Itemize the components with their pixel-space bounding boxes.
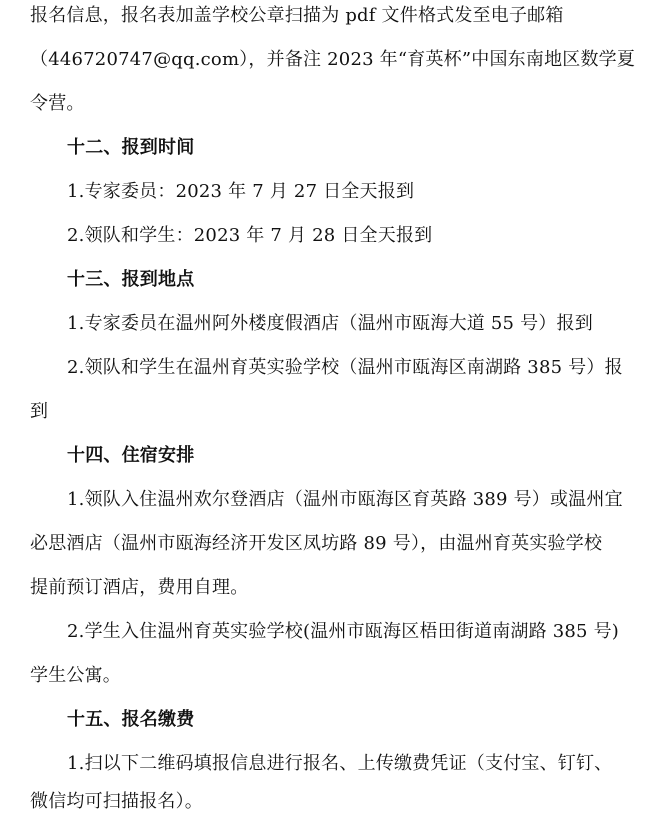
section-13-item-2-line-2: 到	[30, 401, 49, 422]
section-14-item-1-line-1: 1.领队入住温州欢尔登酒店（温州市瓯海区育英路 389 号）或温州宜	[67, 489, 623, 510]
section-15-item-1-line-2: 微信均可扫描报名）。	[30, 791, 203, 812]
intro-line-3: 令营。	[30, 93, 85, 114]
section-13-item-2-line-1: 2.领队和学生在温州育英实验学校（温州市瓯海区南湖路 385 号）报	[67, 357, 623, 378]
section-12-item-1: 1.专家委员：2023 年 7 月 27 日全天报到	[67, 181, 415, 202]
intro-line-2: （446720747@qq.com），并备注 2023 年“育英杯”中国东南地区数学夏	[30, 49, 636, 70]
section-14-item-1-line-3: 提前预订酒店，费用自理。	[30, 577, 249, 598]
section-13-title: 十三、报到地点	[67, 269, 195, 290]
section-14-title: 十四、住宿安排	[67, 445, 195, 466]
section-13-item-1: 1.专家委员在温州阿外楼度假酒店（温州市瓯海大道 55 号）报到	[67, 313, 593, 334]
section-15-item-1-line-1: 1.扫以下二维码填报信息进行报名、上传缴费凭证（支付宝、钉钉、	[67, 753, 613, 774]
section-14-item-2-line-2: 学生公寓。	[30, 665, 121, 686]
section-15-title: 十五、报名缴费	[67, 709, 195, 730]
section-12-title: 十二、报到时间	[67, 137, 195, 158]
section-14-item-2-line-1: 2.学生入住温州育英实验学校(温州市瓯海区梧田街道南湖路 385 号)	[67, 621, 620, 642]
section-14-item-1-line-2: 必思酒店（温州市瓯海经济开发区凤坊路 89 号），由温州育英实验学校	[30, 533, 603, 554]
section-12-item-2: 2.领队和学生：2023 年 7 月 28 日全天报到	[67, 225, 433, 246]
intro-line-1: 报名信息，报名表加盖学校公章扫描为 pdf 文件格式发至电子邮箱	[30, 5, 564, 26]
